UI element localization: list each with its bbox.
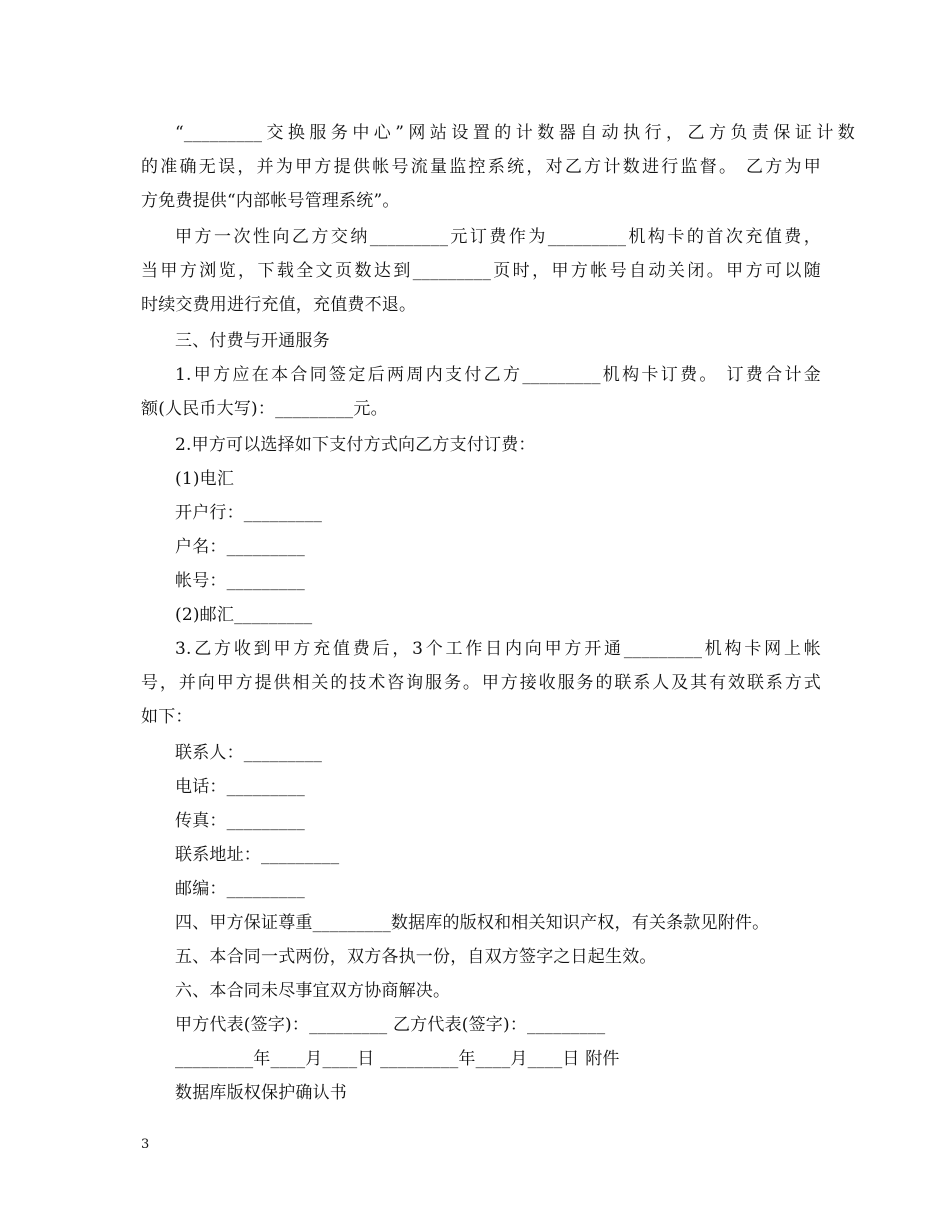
paragraph-line: 当甲方浏览，下载全文页数达到_________页时，甲方帐号自动关闭。甲方可以随 bbox=[141, 261, 821, 281]
form-field-line: 传真：_________ bbox=[175, 811, 305, 831]
form-field-line: 户名：_________ bbox=[175, 537, 305, 557]
form-field-line: 电话：_________ bbox=[175, 777, 305, 797]
paragraph-line: 的准确无误，并为甲方提供帐号流量监控系统，对乙方计数进行监督。 乙方为甲 bbox=[141, 157, 821, 177]
paragraph-line: 时续交费用进行充值，充值费不退。 bbox=[141, 295, 417, 315]
paragraph-line: 号，并向甲方提供相关的技术咨询服务。甲方接收服务的联系人及其有效联系方式 bbox=[141, 673, 821, 693]
paragraph-line: 2.甲方可以选择如下支付方式向乙方支付订费： bbox=[175, 435, 536, 455]
paragraph-line: 甲方一次性向乙方交纳_________元订费作为_________机构卡的首次充值费， bbox=[175, 227, 821, 247]
paragraph-line: 额(人民币大写)：_________元。 bbox=[141, 399, 388, 419]
page-number: 3 bbox=[141, 1137, 150, 1152]
date-line: _________年____月____日 _________年____月____日 附件 bbox=[175, 1049, 620, 1069]
paragraph-line: 如下： bbox=[141, 707, 193, 727]
list-item: (2)邮汇_________ bbox=[175, 605, 313, 625]
section-heading: 三、付费与开通服务 bbox=[175, 331, 330, 351]
form-field-line: 开户行：_________ bbox=[175, 503, 323, 523]
form-field-line: 帐号：_________ bbox=[175, 571, 305, 591]
paragraph-line: 五、本合同一式两份，双方各执一份，自双方签字之日起生效。 bbox=[175, 947, 657, 967]
paragraph-line: 方免费提供“内部帐号管理系统”。 bbox=[141, 191, 400, 211]
form-field-line: 联系地址：_________ bbox=[175, 845, 340, 865]
form-field-line: 邮编：_________ bbox=[175, 879, 305, 899]
list-item: (1)电汇 bbox=[175, 469, 235, 489]
paragraph-line: “_________交换服务中心”网站设置的计数器自动执行，乙方负责保证计数 bbox=[175, 123, 855, 143]
signature-line: 甲方代表(签字)：_________ 乙方代表(签字)：_________ bbox=[175, 1015, 606, 1035]
paragraph-line: 六、本合同未尽事宜双方协商解决。 bbox=[175, 981, 451, 1001]
appendix-title: 数据库版权保护确认书 bbox=[175, 1083, 347, 1103]
paragraph-line: 1.甲方应在本合同签定后两周内支付乙方_________机构卡订费。 订费合计金 bbox=[175, 365, 821, 385]
paragraph-line: 四、甲方保证尊重_________数据库的版权和相关知识产权，有关条款见附件。 bbox=[175, 913, 770, 933]
form-field-line: 联系人：_________ bbox=[175, 743, 323, 763]
paragraph-line: 3.乙方收到甲方充值费后，3个工作日内向甲方开通_________机构卡网上帐 bbox=[175, 639, 821, 659]
